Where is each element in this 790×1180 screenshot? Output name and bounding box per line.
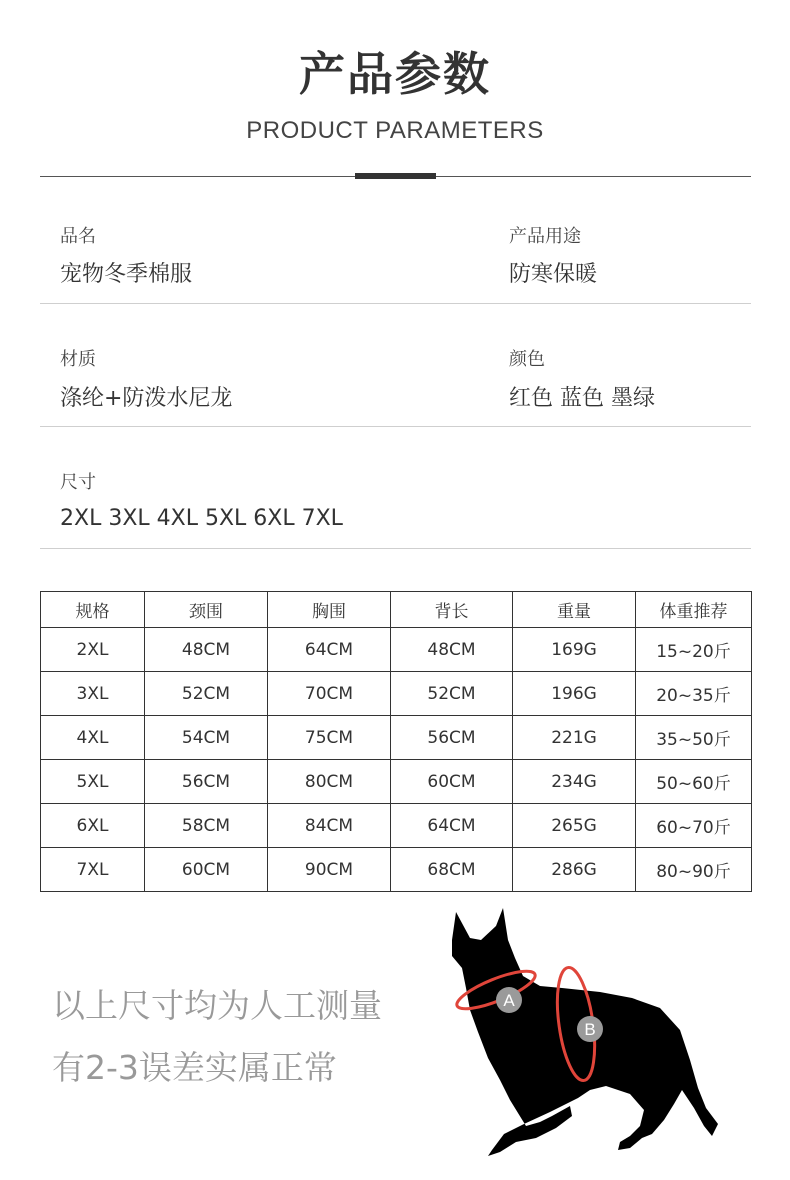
table-cell: 60CM [391, 760, 513, 804]
table-row [41, 716, 752, 760]
table-header-cell: 胸围 [268, 592, 391, 628]
table-header-cell: 重量 [513, 592, 636, 628]
table-cell: 56CM [145, 760, 268, 804]
table-cell: 64CM [391, 804, 513, 848]
table-cell: 221G [513, 716, 636, 760]
table-cell: 48CM [391, 628, 513, 672]
table-header-cell: 颈围 [145, 592, 268, 628]
table-cell: 60~70斤 [636, 804, 752, 848]
table-header-cell: 规格 [41, 592, 145, 628]
table-cell: 60CM [145, 848, 268, 892]
table-cell: 286G [513, 848, 636, 892]
table-cell: 56CM [391, 716, 513, 760]
material-label: 材质 [60, 349, 96, 370]
marker-b-label: B [584, 1020, 596, 1039]
size-table [40, 591, 752, 892]
product-name-value: 宠物冬季棉服 [60, 262, 193, 287]
table-cell: 90CM [268, 848, 391, 892]
product-name-label: 品名 [60, 226, 96, 247]
table-header-cell: 体重推荐 [636, 592, 752, 628]
row-divider [40, 303, 751, 304]
table-cell: 52CM [145, 672, 268, 716]
table-cell: 169G [513, 628, 636, 672]
size-label: 尺寸 [60, 472, 96, 493]
table-cell: 2XL [41, 628, 145, 672]
table-cell: 5XL [41, 760, 145, 804]
row-divider [40, 426, 751, 427]
dog-measurement-diagram [440, 900, 740, 1162]
color-value: 红色 蓝色 墨绿 [509, 386, 655, 411]
table-cell: 80CM [268, 760, 391, 804]
table-cell: 64CM [268, 628, 391, 672]
page-subtitle: PRODUCT PARAMETERS [246, 117, 544, 144]
table-cell: 4XL [41, 716, 145, 760]
table-cell: 48CM [145, 628, 268, 672]
table-cell: 3XL [41, 672, 145, 716]
color-label: 颜色 [509, 349, 545, 370]
table-row [41, 760, 752, 804]
table-cell: 265G [513, 804, 636, 848]
table-header-cell: 背长 [391, 592, 513, 628]
table-cell: 80~90斤 [636, 848, 752, 892]
table-cell: 20~35斤 [636, 672, 752, 716]
measurement-note-line2: 有2-3误差实属正常 [52, 1048, 337, 1087]
table-cell: 6XL [41, 804, 145, 848]
page-title: 产品参数 [299, 47, 491, 101]
table-cell: 196G [513, 672, 636, 716]
table-cell: 7XL [41, 848, 145, 892]
measurement-note-line1: 以上尺寸均为人工测量 [52, 986, 382, 1025]
table-cell: 15~20斤 [636, 628, 752, 672]
table-cell: 75CM [268, 716, 391, 760]
size-value: 2XL 3XL 4XL 5XL 6XL 7XL [60, 506, 343, 531]
table-cell: 52CM [391, 672, 513, 716]
table-header-row [41, 592, 752, 628]
table-cell: 234G [513, 760, 636, 804]
product-usage-label: 产品用途 [509, 226, 581, 247]
material-value: 涤纶+防泼水尼龙 [60, 386, 233, 411]
table-cell: 70CM [268, 672, 391, 716]
table-cell: 54CM [145, 716, 268, 760]
marker-a-label: A [503, 991, 515, 1010]
product-usage-value: 防寒保暖 [509, 262, 598, 287]
table-cell: 50~60斤 [636, 760, 752, 804]
table-row [41, 628, 752, 672]
table-row [41, 804, 752, 848]
table-cell: 58CM [145, 804, 268, 848]
title-accent-bar [355, 173, 436, 179]
row-divider [40, 548, 751, 549]
table-cell: 84CM [268, 804, 391, 848]
table-row [41, 672, 752, 716]
table-cell: 35~50斤 [636, 716, 752, 760]
table-row [41, 848, 752, 892]
table-cell: 68CM [391, 848, 513, 892]
